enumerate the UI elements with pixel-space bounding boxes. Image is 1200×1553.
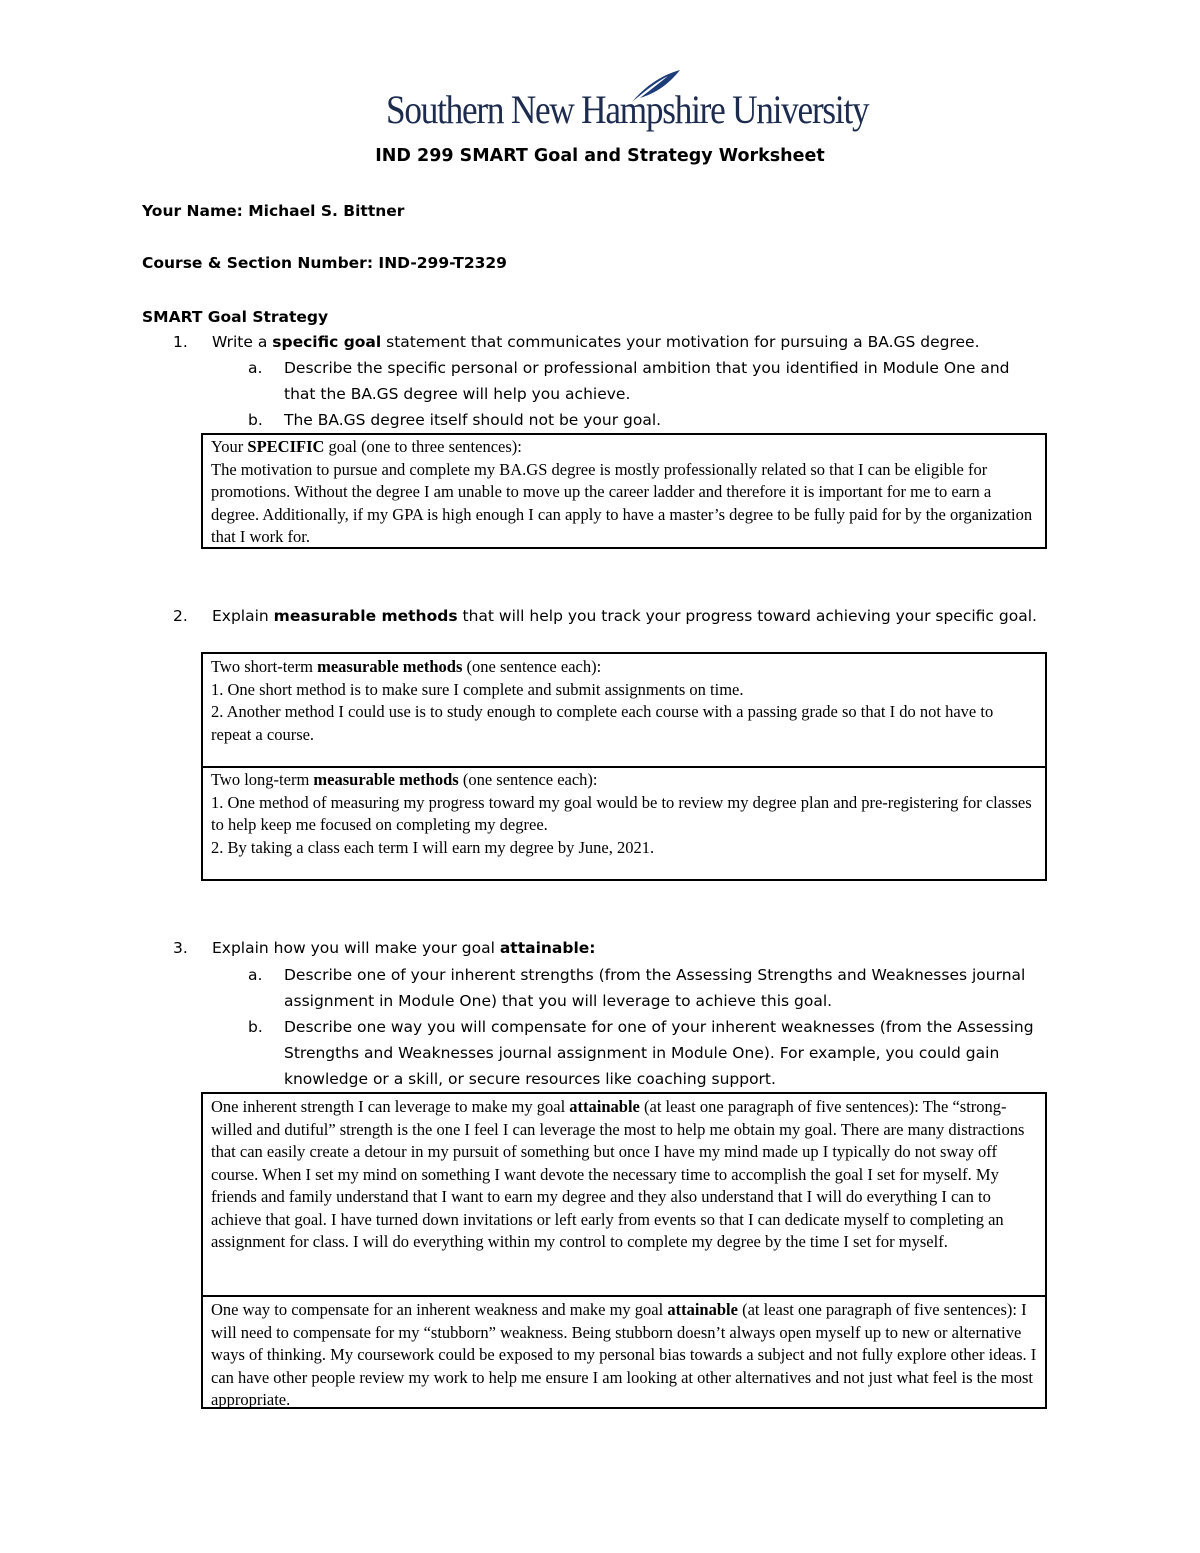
page-title: IND 299 SMART Goal and Strategy Worksheet: [375, 146, 825, 166]
long-term-method-2: 2. By taking a class each term I will earn my degree by June, 2021.: [211, 837, 655, 857]
q1-number: 1.: [173, 333, 188, 351]
weakness-compensation-answer: One way to compensate for an inherent weakness and make my goal attainable (at least one paragraph of five sentences): I will need to compensate for my “stubborn” weakness. Being stubborn doesn’t always open myself up to new or alternative ways of thinking. My coursework could be exposed to my personal bias towards a subject and not fully explore other ideas. I can have other people review my work to help me ensure I am looking at other alternatives and not just what feel is the most appropriate.: [211, 1300, 1037, 1409]
q1b-text: The BA.GS degree itself should not be your goal.: [284, 411, 662, 429]
weakness-compensation-box: [201, 1295, 1047, 1409]
long-term-method-1: 1. One method of measuring my progress toward my goal would be to review my degree plan and pre-registering for classes to help keep me focused on completing my degree.: [211, 792, 1032, 834]
long-term-methods-box: [201, 766, 1047, 881]
q3b-text: Describe one way you will compensate for one of your inherent weaknesses (from the Assessing Strengths and Weaknesses journal assignment in Module One). For example, you could gain knowledge or a skill, or secure resources like coaching support.: [284, 1018, 1034, 1088]
q1a-letter: a.: [248, 359, 263, 377]
specific-goal-label: Your SPECIFIC goal (one to three sentences):: [211, 437, 522, 456]
inherent-strength-answer: One inherent strength I can leverage to make my goal attainable (at least one paragraph of five sentences): The “strong-willed and dutiful” strength is the one I feel I can leverage the most to help me obtain my goal. There are many distractions that can easily create a detour in my pursuit of something but once I have my mind made up I typically do not sway off course. When I set my mind on something I want devote the necessary time to accomplish the goal I set for myself. My friends and family understand that I want to earn my degree and they also understand that I will do everything I can to achieve that goal. I have turned down invitations or left early from events so that I can dedicate myself to completing an assignment for class. I will do everything within my control to complete my degree by the time I set for myself.: [211, 1097, 1025, 1251]
q3-number: 3.: [173, 939, 188, 957]
short-term-method-2: 2. Another method I could use is to study enough to complete each course with a passing grade so that I do not have to repeat a course.: [211, 702, 994, 744]
short-term-label: Two short-term measurable methods (one sentence each):: [211, 657, 602, 676]
specific-goal-answer: The motivation to pursue and complete my BA.GS degree is mostly professionally related so that I can be eligible for promotions. Without the degree I am unable to move up the career ladder and therefore it is important for me to earn a degree. Additionally, if my GPA is high enough I can apply to have a master’s degree to be fully paid for by the organization that I work for.: [211, 459, 1033, 546]
short-term-methods-box: [201, 652, 1047, 768]
q1a-text: Describe the specific personal or professional ambition that you identified in Module One and that the BA.GS degree will help you achieve.: [284, 359, 1010, 403]
short-term-method-1: 1. One short method is to make sure I complete and submit assignments on time.: [211, 679, 744, 699]
q2-prompt: Explain measurable methods that will help you track your progress toward achieving your specific goal.: [212, 607, 1037, 625]
inherent-strength-box: [201, 1092, 1047, 1297]
q1-keyword: specific goal: [272, 333, 382, 351]
q3-keyword: attainable:: [499, 939, 596, 957]
q3b-letter: b.: [248, 1018, 263, 1036]
long-term-label: Two long-term measurable methods (one sentence each):: [211, 770, 598, 789]
q1-prompt: Write a specific goal statement that communicates your motivation for pursuing a BA.GS degree.: [212, 333, 980, 351]
course-section: Course & Section Number: IND-299-T2329: [142, 254, 507, 272]
logo-wordmark: Southern New Hampshire University: [386, 87, 869, 132]
university-logo: [386, 68, 869, 138]
q1b-letter: b.: [248, 411, 263, 429]
q3a-text: Describe one of your inherent strengths (from the Assessing Strengths and Weaknesses journal assignment in Module One) that you will leverage to achieve this goal.: [284, 966, 1026, 1010]
q2-number: 2.: [173, 607, 188, 625]
q3-prompt: Explain how you will make your goal attainable:: [212, 939, 596, 957]
section-heading: SMART Goal Strategy: [142, 308, 329, 326]
q2-keyword: measurable methods: [273, 607, 458, 625]
q3a-letter: a.: [248, 966, 263, 984]
student-name: Your Name: Michael S. Bittner: [142, 202, 405, 220]
specific-goal-box: [201, 433, 1047, 549]
